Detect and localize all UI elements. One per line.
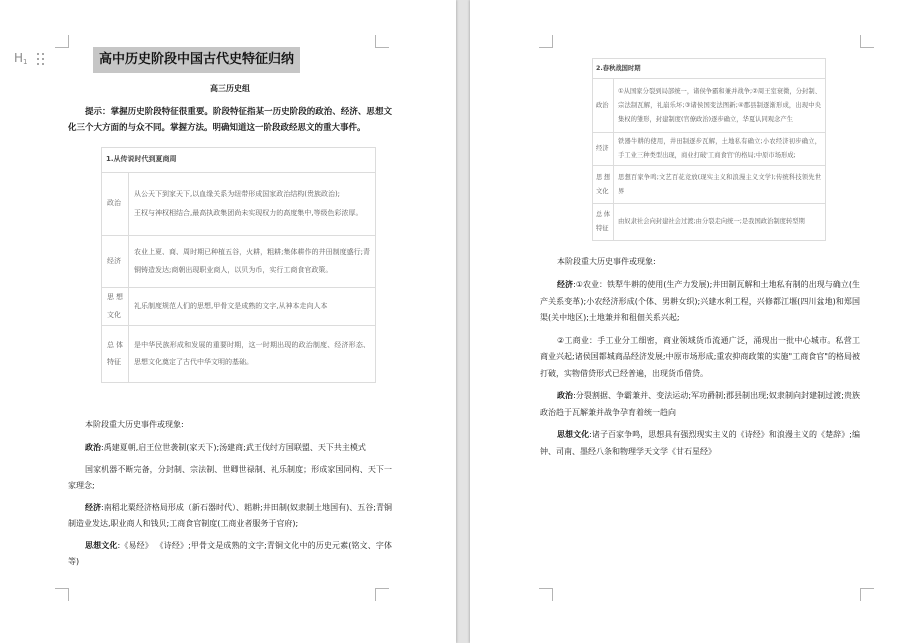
row-line: 礼乐制度规范人们的思想,甲骨文是成熟的文字,从神本走向人本 (134, 301, 328, 310)
event-paragraph (540, 333, 860, 383)
crop-mark-bottom-left (55, 588, 69, 601)
table-period-1 (101, 147, 375, 383)
row-line: 从公天下到家天下,以血缘关系为纽带形成国家政治结构(贵族政治); (134, 190, 341, 198)
row-label: 思想文化 (102, 288, 129, 326)
crop-mark-top-right (860, 35, 874, 48)
table-row (102, 173, 376, 236)
table-row (593, 166, 826, 204)
row-content: 思想百家争鸣;文艺百花竞放(现实主义和浪漫主义文学);传统科技领先世界 (614, 166, 826, 204)
prompt-paragraph: 提示：掌握历史阶段特征很重要。阶段特征指某一历史阶段的政治、经济、思想文化三个大方面的与众不同。掌握方法。明确知道这一阶段政经思文的重大事件。 (68, 107, 392, 133)
document-title: 高中历史阶段中国古代史特征归纳 (98, 52, 294, 67)
row-content (129, 288, 376, 326)
crop-mark-top-right (375, 35, 389, 48)
event-paragraph (540, 427, 860, 460)
table-caption: 2.春秋战国时期 (593, 59, 826, 79)
event-text: 国家机器不断完备，分封制、宗法制、世卿世禄制、礼乐制度；形成家国同构、天下一家理念; (68, 465, 392, 490)
document-page-2[interactable] (470, 0, 902, 643)
row-label: 总体特征 (102, 326, 129, 383)
author-line: 高三历史组 (210, 84, 250, 93)
event-text: :《易经》 《诗经》;甲骨文是成熟的文字;青铜文化中的历史元素(铭文、字体等) (68, 541, 393, 566)
table-row (102, 326, 376, 383)
table-period-2 (592, 58, 825, 241)
table-caption: 1.从传说时代到夏商周 (102, 148, 376, 173)
table-row (593, 133, 826, 166)
row-content (129, 173, 376, 236)
heading-level-icon[interactable] (14, 51, 28, 69)
event-label: 政治 (85, 443, 101, 452)
row-line: 是中华民族形成和发展的重要时期，这一时期出现的政治制度、经济形态、思想文化奠定了古代中华文明的基础。 (134, 340, 370, 366)
table-row (102, 288, 376, 326)
event-paragraph (540, 388, 860, 421)
row-content (129, 326, 376, 383)
events-list (540, 277, 860, 466)
crop-mark-top-left (539, 35, 553, 48)
drag-handle-icon[interactable] (37, 53, 46, 65)
table-row (593, 204, 826, 241)
event-label: 思想文化 (85, 541, 118, 550)
row-content (129, 236, 376, 288)
event-paragraph (540, 277, 860, 327)
row-label: 经济 (593, 133, 614, 166)
heading-marker-letter: H (14, 51, 24, 65)
row-line: 农业上夏、商、周时期已种植五谷，火耕，粗耕;集体耕作的井田制度盛行;青铜铸造发达;商朝出现职业商人，以贝为币，实行工商食官政策。 (134, 248, 370, 274)
event-paragraph (68, 440, 392, 456)
row-line: 王权与神权相结合,最高执政集团尚未实现权力的高度集中,等级色彩浓厚。 (134, 208, 363, 217)
crop-mark-bottom-right (860, 588, 874, 601)
table-row (593, 79, 826, 133)
event-text: :南稻北粟经济格局形成（新石器时代）、耜耕;井田制(奴隶制土地国有)、五谷;青铜制造业发达,职业商人和钱贝;工商食官制度(工商业者服务于官府); (68, 503, 393, 528)
event-text: :禹建夏朝,启王位世袭制(家天下);汤建商;武王伐纣方国联盟、天下共主模式 (101, 443, 366, 452)
events-intro: 本阶段重大历史事件或现象: (85, 420, 184, 429)
document-title-selected[interactable] (93, 47, 300, 73)
row-label: 政治 (593, 79, 614, 133)
row-label: 政治 (102, 173, 129, 236)
crop-mark-top-left (55, 35, 69, 48)
event-label: 经济 (85, 503, 102, 512)
event-text: :①农业：铁犁牛耕的使用(生产力发展);井田制瓦解和土地私有制的出现与确立(生产关系变革);小农经济形成(个体、男耕女织);兴建水利工程，兴修都江堰(四川盆地)和郑国渠(关中地区);土地兼并和租佃关系兴起; (540, 280, 860, 322)
crop-mark-bottom-left (539, 588, 553, 601)
event-text: :分裂割据、争霸兼并、变法运动;军功爵制;郡县制出现;奴隶制向封建制过渡;贵族政治趋于瓦解兼并战争孕育着统一趋向 (540, 391, 860, 417)
event-label: 政治 (557, 391, 574, 400)
row-label: 总体特征 (593, 204, 614, 241)
event-label: 思想文化 (557, 430, 590, 439)
event-paragraph (68, 462, 392, 494)
heading-marker-level: 1 (23, 58, 28, 66)
event-text: ②工商业：手工业分工细密，商业领域货币流通广泛，涌现出一批中心城市。私营工商业兴起;诸侯国都城商品经济发展;中原市场形成;重农抑商政策的实施"工商食官"的格局被打破，实物借贷形式已经普遍，出现货币借贷。 (540, 335, 860, 378)
event-text: :诸子百家争鸣，思想具有强烈现实主义的《诗经》和浪漫主义的《楚辞》;编钟、司南、墨经八条和物理学天文学《甘石星经》 (540, 430, 860, 456)
row-label: 思想文化 (593, 166, 614, 204)
events-intro: 本阶段重大历史事件或现象: (557, 257, 656, 266)
row-content: ①从国家分裂到局部统一，诸侯争霸和兼并战争;②周王室衰微，分封制、宗法制瓦解，礼崩乐坏;③诸侯国变法图新;④郡县制逐渐形成，出现中央集权的雏形，封建制度(官僚政治)逐步确立，华夏认同观念产生 (614, 79, 826, 133)
row-label: 经济 (102, 236, 129, 288)
row-content: 铁器牛耕的使用，井田制逐步瓦解，土地私有确立;小农经济初步确立，手工业三种类型出现，商业打破'工商食官'的格局;中原市场形成; (614, 133, 826, 166)
events-list (68, 440, 392, 576)
event-label: 经济 (557, 280, 574, 289)
table-row (102, 236, 376, 288)
row-content: 由奴隶社会向封建社会过渡;由分裂走向统一;是我国政治制度转型期 (614, 204, 826, 241)
event-paragraph (68, 500, 392, 532)
crop-mark-bottom-right (375, 588, 389, 601)
event-paragraph (68, 538, 392, 570)
